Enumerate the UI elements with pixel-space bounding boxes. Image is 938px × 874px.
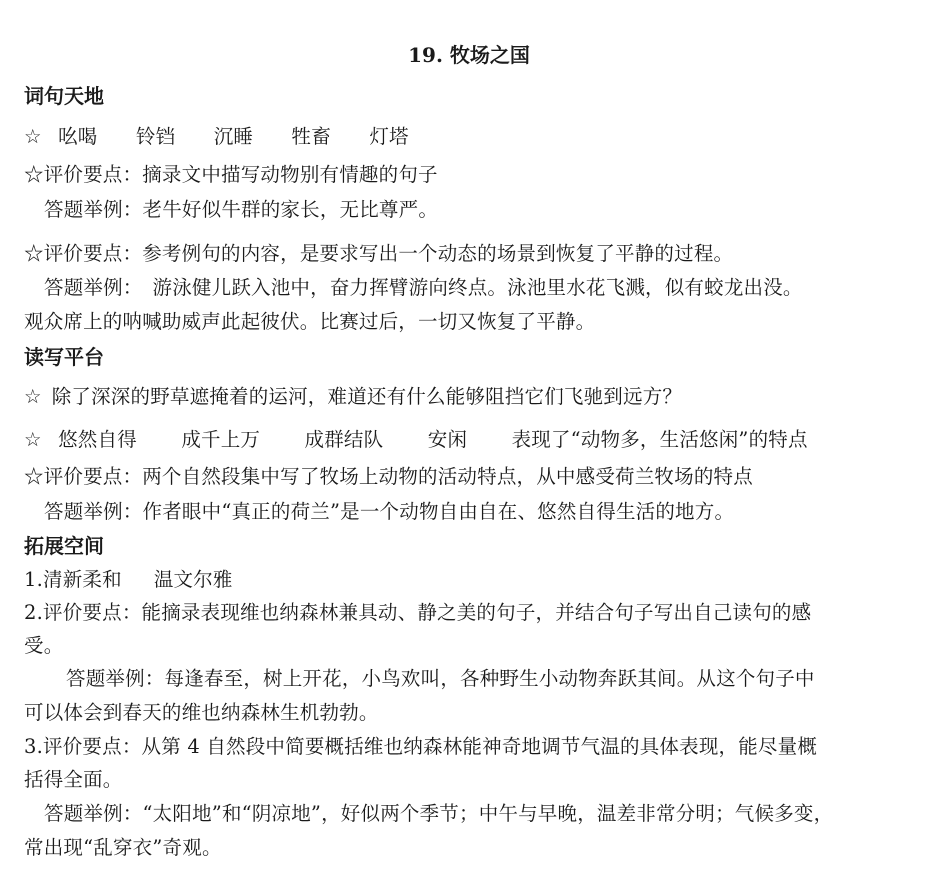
word-item: 安闲 [427, 428, 468, 451]
s3-answer-2-cont: 可以体会到春天的维也纳森林生机勃勃。 [24, 701, 379, 724]
s3-item-2 [24, 597, 924, 629]
s1-answer-1 [44, 194, 924, 226]
answer-text: 游泳健儿跃入池中，奋力挥臂游向终点。泳池里水花飞溅，似有蛟龙出没。 [152, 276, 803, 299]
star-icon: ☆ [24, 428, 42, 451]
section-heading-2: 读写平台 [24, 345, 104, 369]
word-item: 清新柔和 [43, 568, 122, 591]
answer-text: 作者眼中“真正的荷兰”是一个动物自由自在、悠然自得生活的地方。 [142, 500, 735, 523]
s2-answer [44, 496, 924, 528]
answer-label: 答题举例： [44, 198, 143, 221]
s2-question [24, 381, 924, 413]
word-item: 牲畜 [291, 125, 331, 148]
word-item: 铃铛 [135, 125, 176, 148]
s1-criteria-1 [24, 159, 924, 191]
s3-answer-2 [66, 663, 924, 695]
star-icon: ☆ [24, 465, 44, 488]
star-icon: ☆ [24, 163, 44, 186]
star-icon: ☆ [24, 385, 42, 408]
criteria-text: 能摘录表现维也纳森林兼具动、静之美的句子，并结合句子写出自己读句的感 [141, 601, 812, 624]
word-list-tail: 表现了“动物多，生活悠闲”的特点 [511, 428, 808, 451]
s2-criteria [24, 461, 924, 493]
answer-label: 答题举例： [66, 667, 165, 690]
criteria-text: 从第 4 自然段中简要概括维也纳森林能神奇地调节气温的具体表现，能尽量概 [141, 735, 818, 758]
s3-item-3-cont: 括得全面。 [24, 768, 123, 791]
word-item: 灯塔 [369, 125, 409, 148]
answer-text: 老牛好似牛群的家长，无比尊严。 [142, 198, 439, 221]
criteria-label: 评价要点： [43, 465, 143, 488]
s3-item-2-cont: 受。 [24, 634, 64, 657]
item-number: 2. [24, 601, 44, 624]
star-icon: ☆ [24, 125, 42, 148]
star-icon: ☆ [24, 242, 44, 265]
word-item: 悠然自得 [58, 428, 137, 451]
s3-item-3 [24, 731, 924, 763]
criteria-label: 评价要点： [43, 601, 142, 624]
criteria-label: 评价要点： [43, 735, 142, 758]
section-heading-3: 拓展空间 [24, 534, 104, 558]
answer-label: 答题举例： [44, 802, 143, 825]
question-text: 除了深深的野草遮掩着的运河，难道还有什么能够阻挡它们飞驰到远方？ [51, 385, 683, 408]
s3-answer-3-cont: 常出现“乱穿衣”奇观。 [24, 836, 222, 859]
s1-answer-2-cont: 观众席上的呐喊助威声此起彼伏。比赛过后，一切又恢复了平静。 [24, 310, 596, 333]
page-title: 19. 牧场之国 [408, 43, 530, 67]
answer-text: 每逢春至，树上开花，小鸟欢叫，各种野生小动物奔跃其间。从这个句子中 [164, 667, 815, 690]
word-item: 沉睡 [213, 125, 254, 148]
word-item: 温文尔雅 [153, 568, 233, 591]
s3-item-1 [24, 564, 924, 596]
answer-label: 答题举例： [44, 276, 143, 299]
criteria-label: 评价要点： [43, 242, 143, 265]
s1-criteria-2 [24, 238, 924, 270]
word-item: 吆喝 [58, 125, 98, 148]
s2-word-list [24, 424, 924, 456]
criteria-text: 参考例句的内容，是要求写出一个动态的场景到恢复了平静的过程。 [142, 242, 734, 265]
word-item: 成群结队 [304, 428, 384, 451]
criteria-label: 评价要点： [43, 163, 143, 186]
criteria-text: 两个自然段集中写了牧场上动物的活动特点，从中感受荷兰牧场的特点 [142, 465, 753, 488]
section-heading-1: 词句天地 [24, 84, 104, 108]
word-item: 成千上万 [181, 428, 261, 451]
answer-text: “太阳地”和“阴凉地”，好似两个季节；中午与早晚，温差非常分明；气候多变， [142, 802, 834, 825]
answer-label: 答题举例： [44, 500, 143, 523]
s1-word-list [24, 121, 924, 153]
s1-answer-2 [44, 272, 924, 304]
item-number: 1. [24, 568, 44, 591]
s3-answer-3 [44, 798, 924, 830]
item-number: 3. [24, 735, 44, 758]
criteria-text: 摘录文中描写动物别有情趣的句子 [142, 163, 438, 186]
